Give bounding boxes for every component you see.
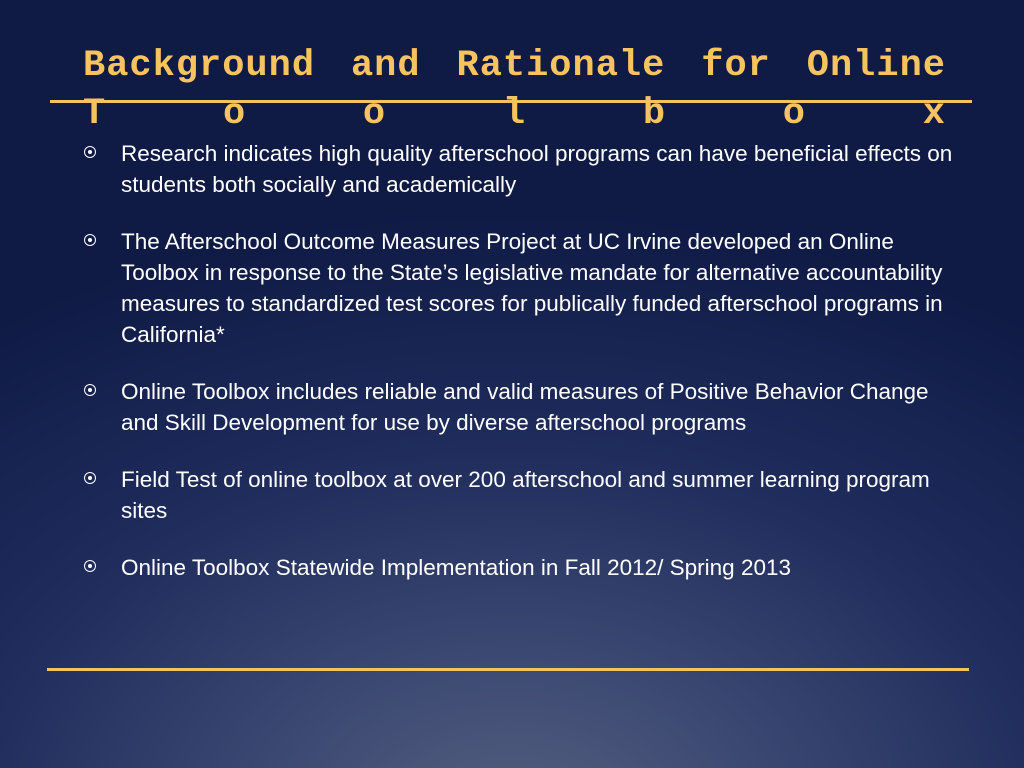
slide-title-continuation [83,92,945,136]
title-letter: x [922,93,945,135]
circled-dot-icon [84,384,96,396]
title-letter: o [222,93,246,135]
bullet-text: Field Test of online toolbox at over 200 afterschool and summer learning program sites [121,467,930,523]
circled-dot-icon [84,234,96,246]
title-letter: l [502,93,526,135]
title-letter: b [642,93,666,135]
title-letter: T [83,93,106,135]
circled-dot-icon [84,560,96,572]
bullet-item [84,552,954,583]
bullet-item [84,226,954,350]
footer-divider [47,668,969,671]
bullet-text: Online Toolbox Statewide Implementation in Fall 2012/ Spring 2013 [121,555,792,580]
bullet-item [84,138,954,200]
bullet-list [84,138,954,609]
bullet-item [84,464,954,526]
title-letter: o [362,93,386,135]
bullet-item [84,376,954,438]
slide-title: Background and Rationale for Online [83,45,946,87]
circled-dot-icon [84,472,96,484]
bullet-text: Online Toolbox includes reliable and valid measures of Positive Behavior Change and Skill Development for use by diverse afterschool programs [121,379,929,435]
title-letter: o [782,93,805,135]
circled-dot-icon [84,146,96,158]
bullet-text: The Afterschool Outcome Measures Project at UC Irvine developed an Online Toolbox in response to the State’s legislative mandate for alternative accountability measures to standardized test scores for publically funded afterschool programs in California* [121,229,943,347]
bullet-text: Research indicates high quality afterschool programs can have beneficial effects on students both socially and academically [121,141,953,197]
